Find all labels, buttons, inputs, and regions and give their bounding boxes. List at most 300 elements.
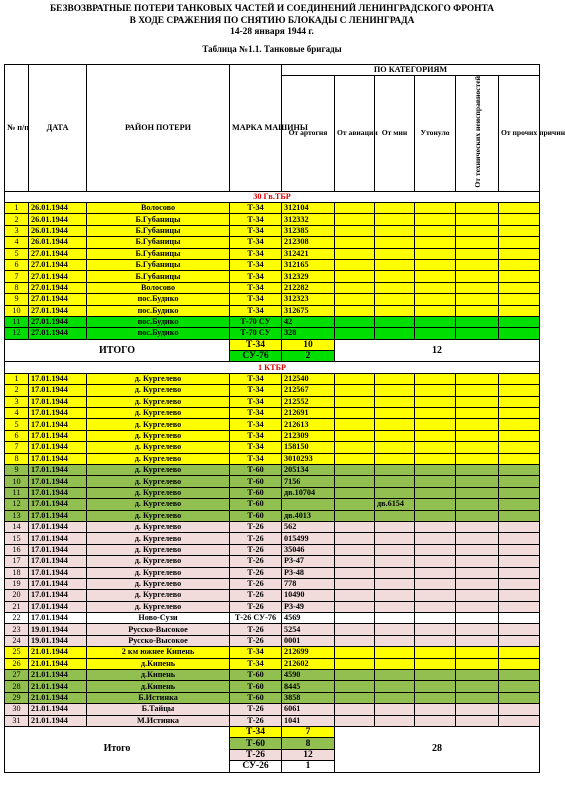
- row-number: 11: [5, 487, 29, 498]
- row-number: 10: [5, 305, 29, 316]
- table-row: [5, 567, 540, 578]
- row-drowned: [415, 556, 456, 567]
- row-number: 4: [5, 408, 29, 419]
- table-row: [5, 419, 540, 430]
- row-other: [499, 282, 540, 293]
- row-drowned: [415, 635, 456, 646]
- document-title: [0, 0, 544, 39]
- row-artillery: 212308: [282, 237, 335, 248]
- row-technical: [456, 396, 499, 407]
- row-mines: [375, 294, 415, 305]
- row-mines: дв.6154: [375, 499, 415, 510]
- row-technical: [456, 670, 499, 681]
- row-technical: [456, 430, 499, 441]
- row-other: [499, 294, 540, 305]
- row-model: Т-34: [230, 408, 282, 419]
- row-aviation: [335, 590, 375, 601]
- row-other: [499, 476, 540, 487]
- row-artillery: 212691: [282, 408, 335, 419]
- row-artillery: 312329: [282, 271, 335, 282]
- row-model: Т-34: [230, 453, 282, 464]
- header-artillery: От артогня: [282, 76, 335, 192]
- row-drowned: [415, 203, 456, 214]
- header-mines: От мин: [375, 76, 415, 192]
- row-mines: [375, 237, 415, 248]
- row-technical: [456, 214, 499, 225]
- row-drowned: [415, 692, 456, 703]
- row-model: Т-60: [230, 487, 282, 498]
- row-date: 17.01.1944: [29, 430, 87, 441]
- row-date: 21.01.1944: [29, 681, 87, 692]
- row-date: 21.01.1944: [29, 692, 87, 703]
- row-other: [499, 544, 540, 555]
- row-technical: [456, 316, 499, 327]
- row-number: 6: [5, 430, 29, 441]
- row-artillery: 3010293: [282, 453, 335, 464]
- total-count: 2: [282, 351, 335, 362]
- row-other: [499, 624, 540, 635]
- header-model: МАРКА МАШИНЫ: [230, 65, 282, 192]
- row-drowned: [415, 282, 456, 293]
- row-mines: [375, 624, 415, 635]
- row-technical: [456, 521, 499, 532]
- row-aviation: [335, 271, 375, 282]
- row-drowned: [415, 476, 456, 487]
- row-aviation: [335, 464, 375, 475]
- row-artillery: 4590: [282, 670, 335, 681]
- header-date: ДАТА: [29, 65, 87, 192]
- row-model: Т-34: [230, 237, 282, 248]
- losses-table: [4, 64, 565, 773]
- row-model: Т-34: [230, 294, 282, 305]
- row-artillery: [282, 499, 335, 510]
- row-drowned: [415, 715, 456, 726]
- row-drowned: [415, 567, 456, 578]
- table-row: [5, 647, 540, 658]
- row-number: 12: [5, 499, 29, 510]
- row-technical: [456, 613, 499, 624]
- row-number: 11: [5, 316, 29, 327]
- row-artillery: 312323: [282, 294, 335, 305]
- row-technical: [456, 453, 499, 464]
- row-technical: [456, 282, 499, 293]
- row-date: 17.01.1944: [29, 544, 87, 555]
- row-aviation: [335, 442, 375, 453]
- row-mines: [375, 487, 415, 498]
- row-area: Б.Губаницы: [87, 214, 230, 225]
- row-artillery: 212540: [282, 373, 335, 384]
- table-row: [5, 430, 540, 441]
- row-date: 17.01.1944: [29, 385, 87, 396]
- table-row: [5, 282, 540, 293]
- row-artillery: дв.10704: [282, 487, 335, 498]
- row-model: Т-34: [230, 373, 282, 384]
- row-area: д. Кургелево: [87, 521, 230, 532]
- row-date: 26.01.1944: [29, 225, 87, 236]
- row-aviation: [335, 670, 375, 681]
- title-line-3: 14-28 января 1944 г.: [230, 27, 314, 37]
- row-date: 21.01.1944: [29, 658, 87, 669]
- total-model: Т-34: [230, 339, 282, 350]
- row-area: д. Кургелево: [87, 476, 230, 487]
- total-model: СУ-76: [230, 351, 282, 362]
- row-date: 17.01.1944: [29, 533, 87, 544]
- row-mines: [375, 271, 415, 282]
- row-mines: [375, 578, 415, 589]
- row-number: 16: [5, 544, 29, 555]
- row-artillery: 328: [282, 328, 335, 339]
- row-other: [499, 419, 540, 430]
- row-date: 27.01.1944: [29, 328, 87, 339]
- row-artillery: 015499: [282, 533, 335, 544]
- table-row: [5, 328, 540, 339]
- table-row: [5, 225, 540, 236]
- row-drowned: [415, 704, 456, 715]
- row-technical: [456, 259, 499, 270]
- row-mines: [375, 613, 415, 624]
- row-technical: [456, 658, 499, 669]
- header-aviation: От авиации: [335, 76, 375, 192]
- row-other: [499, 658, 540, 669]
- row-artillery: 312104: [282, 203, 335, 214]
- row-aviation: [335, 521, 375, 532]
- row-number: 25: [5, 647, 29, 658]
- row-other: [499, 385, 540, 396]
- row-drowned: [415, 271, 456, 282]
- row-other: [499, 681, 540, 692]
- row-area: д. Кургелево: [87, 419, 230, 430]
- row-technical: [456, 544, 499, 555]
- total-model: Т-26: [230, 749, 282, 760]
- title-line-1: БЕЗВОЗВРАТНЫЕ ПОТЕРИ ТАНКОВЫХ ЧАСТЕЙ И СОЕДИНЕНИЙ ЛЕНИНГРАДСКОГО ФРОНТА: [49, 4, 495, 14]
- row-artillery: 1041: [282, 715, 335, 726]
- row-date: 17.01.1944: [29, 476, 87, 487]
- row-drowned: [415, 624, 456, 635]
- row-other: [499, 453, 540, 464]
- row-drowned: [415, 259, 456, 270]
- row-number: 23: [5, 624, 29, 635]
- row-number: 7: [5, 442, 29, 453]
- row-drowned: [415, 499, 456, 510]
- row-number: 19: [5, 578, 29, 589]
- row-technical: [456, 419, 499, 430]
- row-mines: [375, 567, 415, 578]
- header-num: № п/п: [5, 65, 29, 192]
- row-aviation: [335, 704, 375, 715]
- row-model: Т-34: [230, 647, 282, 658]
- row-mines: [375, 533, 415, 544]
- row-artillery: 312421: [282, 248, 335, 259]
- row-aviation: [335, 487, 375, 498]
- total-count: 12: [282, 749, 335, 760]
- row-artillery: 312385: [282, 225, 335, 236]
- table-row: [5, 658, 540, 669]
- table-row: [5, 556, 540, 567]
- row-date: 21.01.1944: [29, 715, 87, 726]
- row-date: 21.01.1944: [29, 647, 87, 658]
- row-date: 27.01.1944: [29, 316, 87, 327]
- row-date: 17.01.1944: [29, 521, 87, 532]
- row-aviation: [335, 567, 375, 578]
- row-date: 26.01.1944: [29, 237, 87, 248]
- table-row: [5, 681, 540, 692]
- row-artillery: 312332: [282, 214, 335, 225]
- row-artillery: 3858: [282, 692, 335, 703]
- table-row: [5, 692, 540, 703]
- table-row: [5, 248, 540, 259]
- row-area: пос.Будико: [87, 328, 230, 339]
- row-aviation: [335, 453, 375, 464]
- table-caption: Таблица №1.1. Танковые бригады: [202, 43, 342, 54]
- row-number: 9: [5, 294, 29, 305]
- row-aviation: [335, 658, 375, 669]
- row-other: [499, 521, 540, 532]
- row-area: д.Кипень: [87, 681, 230, 692]
- table-row: [5, 533, 540, 544]
- row-aviation: [335, 225, 375, 236]
- row-model: Т-70 СУ: [230, 316, 282, 327]
- row-artillery: 212699: [282, 647, 335, 658]
- row-model: Т-26: [230, 521, 282, 532]
- row-aviation: [335, 203, 375, 214]
- row-technical: [456, 601, 499, 612]
- table-row: [5, 316, 540, 327]
- row-aviation: [335, 499, 375, 510]
- row-aviation: [335, 692, 375, 703]
- row-artillery: 205134: [282, 464, 335, 475]
- row-drowned: [415, 487, 456, 498]
- row-mines: [375, 248, 415, 259]
- table-row: [5, 521, 540, 532]
- row-drowned: [415, 225, 456, 236]
- row-drowned: [415, 328, 456, 339]
- row-technical: [456, 647, 499, 658]
- row-other: [499, 225, 540, 236]
- row-aviation: [335, 419, 375, 430]
- table-row: [5, 510, 540, 521]
- total-label: Итого: [5, 726, 230, 772]
- row-mines: [375, 544, 415, 555]
- table-row: [5, 578, 540, 589]
- row-area: Б.Губаницы: [87, 259, 230, 270]
- row-aviation: [335, 237, 375, 248]
- header-area: РАЙОН ПОТЕРИ: [87, 65, 230, 192]
- row-number: 17: [5, 556, 29, 567]
- row-aviation: [335, 248, 375, 259]
- table-row: [5, 635, 540, 646]
- row-drowned: [415, 670, 456, 681]
- row-aviation: [335, 681, 375, 692]
- row-technical: [456, 715, 499, 726]
- row-number: 3: [5, 396, 29, 407]
- row-aviation: [335, 430, 375, 441]
- row-technical: [456, 305, 499, 316]
- row-other: [499, 567, 540, 578]
- row-area: д. Кургелево: [87, 487, 230, 498]
- row-aviation: [335, 476, 375, 487]
- row-model: Т-26: [230, 578, 282, 589]
- row-number: 15: [5, 533, 29, 544]
- row-number: 21: [5, 601, 29, 612]
- header-drowned: Утонуло: [415, 76, 456, 192]
- row-area: пос.Будико: [87, 305, 230, 316]
- row-area: д. Кургелево: [87, 396, 230, 407]
- row-aviation: [335, 635, 375, 646]
- row-model: Т-60: [230, 692, 282, 703]
- row-other: [499, 510, 540, 521]
- row-drowned: [415, 601, 456, 612]
- row-mines: [375, 203, 415, 214]
- row-area: Б.Губаницы: [87, 248, 230, 259]
- row-model: Т-26 СУ-76: [230, 613, 282, 624]
- table-row: [5, 624, 540, 635]
- row-area: Б.Истинка: [87, 692, 230, 703]
- section-title: 1 КТБР: [5, 362, 540, 373]
- row-drowned: [415, 396, 456, 407]
- row-aviation: [335, 214, 375, 225]
- row-number: 9: [5, 464, 29, 475]
- table-row: [5, 464, 540, 475]
- row-drowned: [415, 442, 456, 453]
- row-model: Т-60: [230, 510, 282, 521]
- row-area: пос.Будико: [87, 316, 230, 327]
- row-aviation: [335, 294, 375, 305]
- row-area: Б.Губаницы: [87, 271, 230, 282]
- row-other: [499, 601, 540, 612]
- total-model: СУ-26: [230, 761, 282, 772]
- row-mines: [375, 396, 415, 407]
- row-number: 31: [5, 715, 29, 726]
- row-number: 10: [5, 476, 29, 487]
- row-mines: [375, 259, 415, 270]
- row-mines: [375, 647, 415, 658]
- row-aviation: [335, 647, 375, 658]
- row-other: [499, 248, 540, 259]
- row-technical: [456, 294, 499, 305]
- row-technical: [456, 487, 499, 498]
- row-date: 21.01.1944: [29, 704, 87, 715]
- row-number: 6: [5, 259, 29, 270]
- row-mines: [375, 704, 415, 715]
- row-area: д. Кургелево: [87, 567, 230, 578]
- row-area: д. Кургелево: [87, 408, 230, 419]
- row-aviation: [335, 601, 375, 612]
- row-mines: [375, 328, 415, 339]
- row-drowned: [415, 510, 456, 521]
- row-drowned: [415, 590, 456, 601]
- total-count: 10: [282, 339, 335, 350]
- row-model: Т-26: [230, 635, 282, 646]
- row-other: [499, 396, 540, 407]
- row-other: [499, 408, 540, 419]
- table-row: [5, 271, 540, 282]
- row-number: 30: [5, 704, 29, 715]
- row-mines: [375, 715, 415, 726]
- row-drowned: [415, 214, 456, 225]
- row-aviation: [335, 385, 375, 396]
- table-row: [5, 601, 540, 612]
- row-artillery: 42: [282, 316, 335, 327]
- row-mines: [375, 510, 415, 521]
- row-model: Т-26: [230, 567, 282, 578]
- row-area: д. Кургелево: [87, 453, 230, 464]
- row-technical: [456, 704, 499, 715]
- table-row: [5, 544, 540, 555]
- row-drowned: [415, 578, 456, 589]
- row-area: д. Кургелево: [87, 578, 230, 589]
- row-area: д. Кургелево: [87, 590, 230, 601]
- row-aviation: [335, 510, 375, 521]
- row-mines: [375, 316, 415, 327]
- total-model: Т-34: [230, 726, 282, 737]
- table-row: [5, 704, 540, 715]
- row-date: 17.01.1944: [29, 556, 87, 567]
- row-technical: [456, 464, 499, 475]
- table-row: [5, 476, 540, 487]
- row-aviation: [335, 715, 375, 726]
- row-date: 17.01.1944: [29, 396, 87, 407]
- header-categories: ПО КАТЕГОРИЯМ: [282, 65, 540, 76]
- row-drowned: [415, 453, 456, 464]
- row-mines: [375, 670, 415, 681]
- row-model: Т-26: [230, 715, 282, 726]
- row-other: [499, 533, 540, 544]
- row-mines: [375, 385, 415, 396]
- row-other: [499, 373, 540, 384]
- row-technical: [456, 624, 499, 635]
- row-area: Б.Губаницы: [87, 237, 230, 248]
- row-technical: [456, 556, 499, 567]
- row-number: 2: [5, 214, 29, 225]
- row-area: д. Кургелево: [87, 510, 230, 521]
- row-other: [499, 328, 540, 339]
- row-drowned: [415, 658, 456, 669]
- row-number: 13: [5, 510, 29, 521]
- row-other: [499, 578, 540, 589]
- row-aviation: [335, 556, 375, 567]
- row-number: 8: [5, 453, 29, 464]
- row-date: 17.01.1944: [29, 613, 87, 624]
- row-drowned: [415, 305, 456, 316]
- row-aviation: [335, 259, 375, 270]
- row-aviation: [335, 305, 375, 316]
- row-drowned: [415, 248, 456, 259]
- table-row: [5, 453, 540, 464]
- row-mines: [375, 430, 415, 441]
- row-other: [499, 556, 540, 567]
- row-technical: [456, 271, 499, 282]
- row-date: 19.01.1944: [29, 624, 87, 635]
- row-drowned: [415, 237, 456, 248]
- row-number: 5: [5, 419, 29, 430]
- table-row: [5, 499, 540, 510]
- row-artillery: 212309: [282, 430, 335, 441]
- row-technical: [456, 203, 499, 214]
- row-date: 21.01.1944: [29, 670, 87, 681]
- row-model: Т-34: [230, 214, 282, 225]
- row-drowned: [415, 430, 456, 441]
- row-other: [499, 692, 540, 703]
- row-aviation: [335, 578, 375, 589]
- row-other: [499, 271, 540, 282]
- grand-total: 12: [335, 339, 540, 362]
- row-date: 17.01.1944: [29, 499, 87, 510]
- row-mines: [375, 453, 415, 464]
- row-model: Т-34: [230, 419, 282, 430]
- row-number: 26: [5, 658, 29, 669]
- row-mines: [375, 476, 415, 487]
- table-row: [5, 259, 540, 270]
